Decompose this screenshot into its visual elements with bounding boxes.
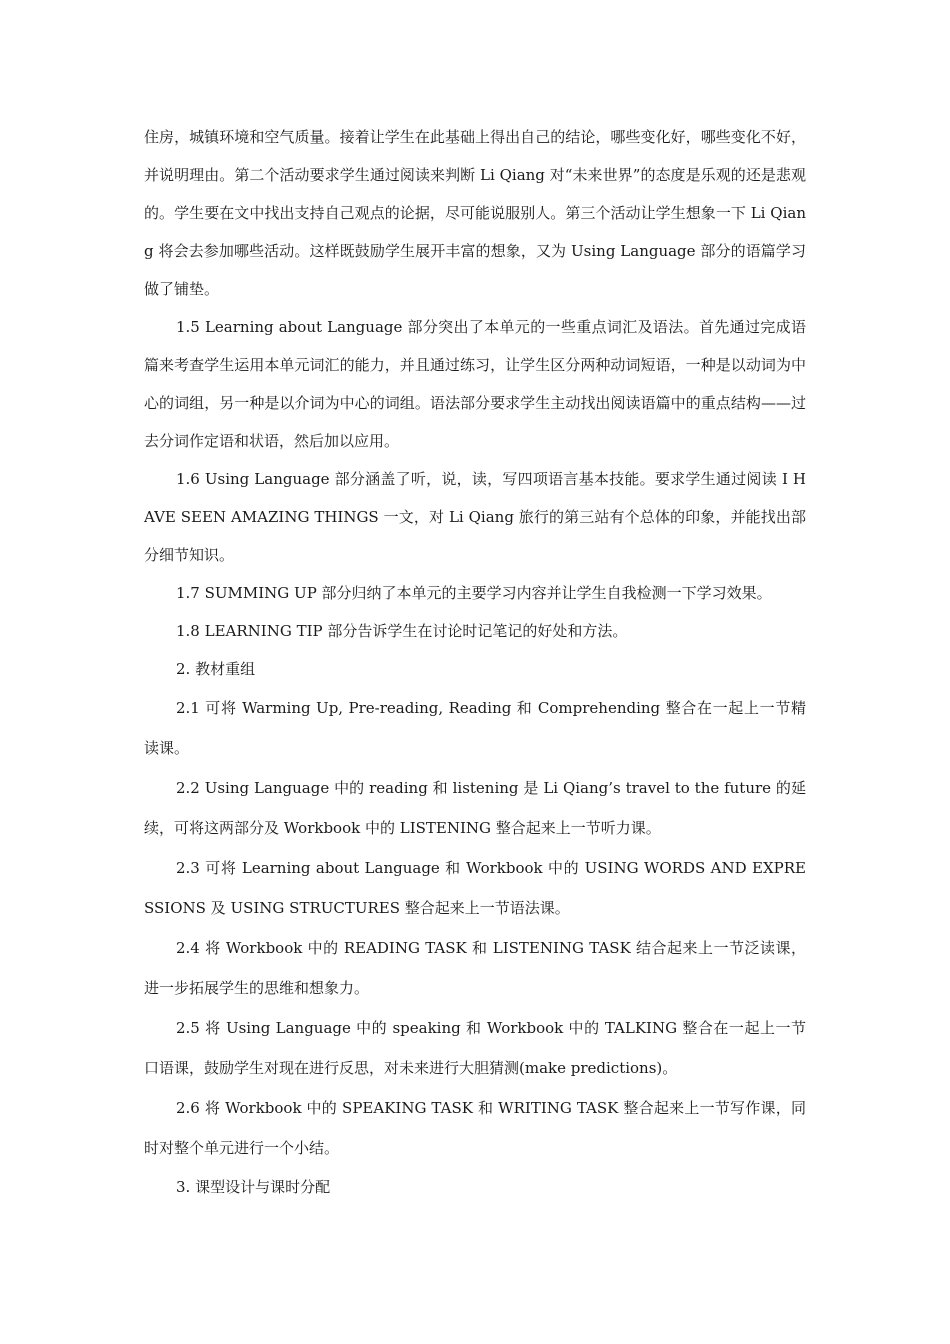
section-heading-3: 3. 课型设计与课时分配 (176, 1178, 331, 1196)
paragraph-1-5: 1.5 Learning about Language 部分突出了本单元的一些重点词汇及语法。首先通过完成语篇来考查学生运用本单元词汇的能力，并且通过练习，让学生区分两种动词短语，一种是以动词为中心的词组，另一种是以介词为中心的词组。语法部分要求学生主动找出阅读语篇中的重点结构——过去分词作定语和状语，然后加以应用。 (144, 318, 806, 450)
paragraph-2-2: 2.2 Using Language 中的 reading 和 listening 是 Li Qiang’s travel to the future 的延续，可将这两部分及 Workbook 中的 LISTENING 整合起来上一节听力课。 (144, 779, 806, 837)
paragraph-2-5: 2.5 将 Using Language 中的 speaking 和 Workbook 中的 TALKING 整合在一起上一节口语课，鼓励学生对现在进行反思，对未来进行大胆猜测(make predictions)。 (144, 1019, 806, 1077)
paragraph-2-6: 2.6 将 Workbook 中的 SPEAKING TASK 和 WRITING TASK 整合起来上一节写作课，同时对整个单元进行一个小结。 (144, 1099, 806, 1157)
paragraph-2-4: 2.4 将 Workbook 中的 READING TASK 和 LISTENING TASK 结合起来上一节泛读课，进一步拓展学生的思维和想象力。 (144, 939, 806, 997)
paragraph-2-1: 2.1 可将 Warming Up, Pre-reading, Reading 和 Comprehending 整合在一起上一节精读课。 (144, 699, 806, 757)
paragraph-1-6: 1.6 Using Language 部分涵盖了听，说，读，写四项语言基本技能。要求学生通过阅读 I HAVE SEEN AMAZING THINGS 一文，对 Li Qiang 旅行的第三站有个总体的印象，并能找出部分细节知识。 (144, 470, 806, 564)
document-body (144, 118, 806, 1206)
paragraph-2-3: 2.3 可将 Learning about Language 和 Workbook 中的 USING WORDS AND EXPRESSIONS 及 USING STRUCTURES 整合起来上一节语法课。 (144, 859, 806, 917)
section-heading-2: 2. 教材重组 (176, 660, 256, 678)
paragraph-1-7: 1.7 SUMMING UP 部分归纳了本单元的主要学习内容并让学生自我检测一下学习效果。 (176, 584, 772, 602)
paragraph-1-8: 1.8 LEARNING TIP 部分告诉学生在讨论时记笔记的好处和方法。 (176, 622, 628, 640)
paragraph-continuation: 住房，城镇环境和空气质量。接着让学生在此基础上得出自己的结论，哪些变化好，哪些变化不好，并说明理由。第二个活动要求学生通过阅读来判断 Li Qiang 对“未来世界”的态度是乐观的还是悲观的。学生要在文中找出支持自己观点的论据，尽可能说服别人。第三个活动让学生想象一下 Li Qiang 将会去参加哪些活动。这样既鼓励学生展开丰富的想象，又为 Using Language 部分的语篇学习做了铺垫。 (144, 128, 806, 298)
